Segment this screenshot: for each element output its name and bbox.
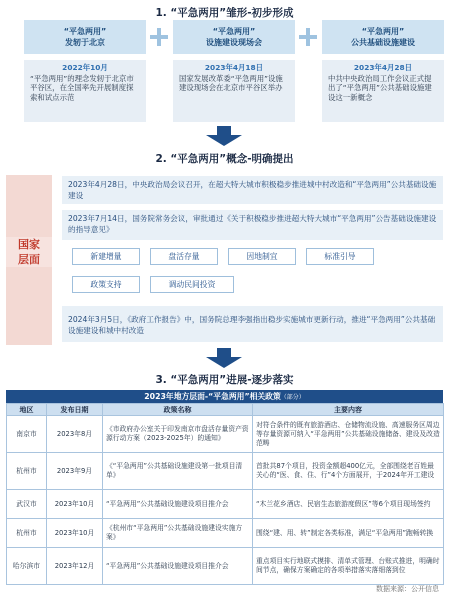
milestone-header: “平急两用” 发轫于北京 [24,20,146,54]
table-row [7,548,444,585]
policy-name-cell: 《“平急两用”公共基础设施建设第一批项目清单》 [103,453,253,490]
table-row [7,416,444,453]
data-source: 数据来源：公开信息 [376,585,439,593]
section1-title: 1. “平急两用”雏形-初步形成 [155,7,294,19]
date-cell: 2023年9月 [47,453,103,490]
region-cell: 杭州市 [7,519,47,548]
section2-title: 2. “平急两用”概念-明确提出 [155,153,294,165]
milestone-card [173,20,295,122]
milestone-body [24,60,146,122]
policy-name-cell: “平急两用”公共基础设施建设项目推介会 [103,490,253,519]
table-row [7,519,444,548]
policy-event-box: 2023年7月14日，国务院常务会议，审批通过《关于积极稳步推进超大特大城市“平急两用”公告基础设施建设的指导意见》 [62,210,443,240]
date-cell: 2023年12月 [47,548,103,585]
milestone-date: 2022年10月 [62,63,108,72]
milestone-date: 2023年4月28日 [353,63,413,72]
policy-tag: 标准引导 [306,248,374,265]
region-cell: 武汉市 [7,490,47,519]
date-cell: 2023年8月 [47,416,103,453]
milestone-header: “平急两用” 设施建设现场会 [173,20,295,54]
policy-tag: 新建增量 [72,248,140,265]
local-policy-table [6,390,443,585]
table-row [7,453,444,490]
region-cell: 南京市 [7,416,47,453]
down-arrow-icon [206,126,242,146]
national-level-label: 国家 层面 [6,175,52,345]
date-cell: 2023年10月 [47,490,103,519]
policy-name-cell: 《杭州市“平急两用”公共基础设施建设实施方案》 [103,519,253,548]
region-cell: 杭州市 [7,453,47,490]
table-header-row [7,404,444,416]
content-cell: 对符合条件的既有旅游酒店、仓储物流设施、高速服务区周边等存量资源可纳入“平急两用”公共基础设施储备、建设及改造范畴 [253,416,444,453]
policy-tag: 政策支持 [72,276,140,293]
policy-tag: 调动民间投资 [150,276,234,293]
policy-tag: 盘活存量 [150,248,218,265]
milestone-card [322,20,444,122]
policy-tag: 因地制宜 [228,248,296,265]
policy-name-cell: 《市政府办公室关于印发南京市盘活存量资产资源行动方案（2023-2025年）的通知》 [103,416,253,453]
policy-name-cell: “平急两用”公共基础设施建设项目推介会 [103,548,253,585]
policy-table [6,403,444,585]
policy-event-box: 2024年3月5日，《政府工作报告》中，国务院总理李强指出稳步实施城市更新行动，推进“平急两用”公共基础设施建设和城中村改造 [62,306,443,342]
milestone-text: 国家发展改革委“平急两用”设施建设现场会在北京市平谷区举办 [179,73,283,93]
milestone-body [173,60,295,122]
policy-tags-row [72,248,374,265]
table-row [7,490,444,519]
column-header: 主要内容 [253,404,444,416]
content-cell: 围绕“建、用、转”制定各类标准，满足“平急两用”跑畅转换 [253,519,444,548]
date-cell: 2023年10月 [47,519,103,548]
region-cell: 哈尔滨市 [7,548,47,585]
milestone-date: 2023年4月18日 [204,63,264,72]
policy-tags-row [72,276,234,293]
table-title: 2023年地方层面-“平急两用”相关政策（部分） [6,390,443,403]
down-arrow-icon [206,348,242,368]
content-cell: 重点项目实行地联式摸排、清单式管理、台账式推进，明确时间节点，确保方案确定的各项举措落实落细落到位 [253,548,444,585]
column-header: 地区 [7,404,47,416]
milestone-text: 中共中央政治局工作会议正式提出了“平急两用”公共基础设施建设这一新概念 [328,73,432,102]
section1-panel [10,20,439,120]
content-cell: “木兰花乡酒店、民宿生态旅游度假区”等6个项目现场签约 [253,490,444,519]
plus-icon [150,28,168,46]
column-header: 发布日期 [47,404,103,416]
policy-event-box: 2023年4月28日，中央政治局会议召开，在超大特大城市积极稳步推进城中村改造和“平急两用”公共基础设施建设 [62,176,443,204]
milestone-text: “平急两用”的理念发轫于北京市平谷区，在全国率先开展制度探索和试点示范 [30,73,134,102]
milestone-card [24,20,146,122]
milestone-body [322,60,444,122]
section3-title: 3. “平急两用”进展-逐步落实 [155,374,294,386]
milestone-header: “平急两用” 公共基础设施建设 [322,20,444,54]
column-header: 政策名称 [103,404,253,416]
content-cell: 首批共87个项目，投资金额超400亿元，全部围绕老百姓最关心的“医、食、住、行”4个方面展开，于2024年开工建设 [253,453,444,490]
plus-icon [299,28,317,46]
